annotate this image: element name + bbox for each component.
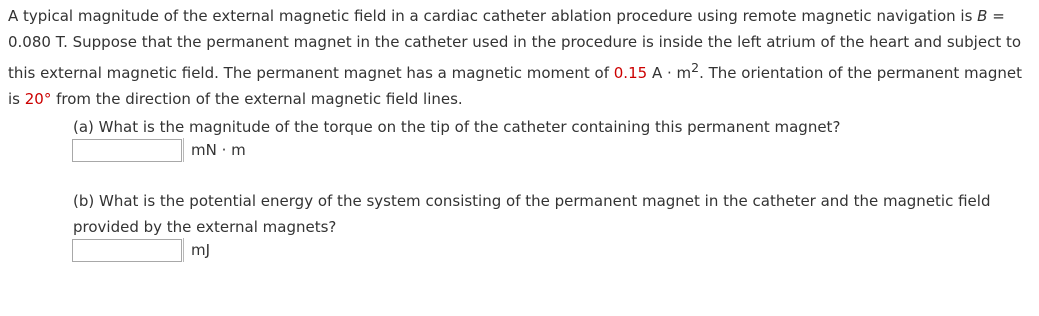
part-b-unit: mJ: [191, 241, 211, 259]
angle-value: 20°: [24, 90, 52, 108]
magnetic-moment-unit: A · m: [647, 64, 692, 82]
unit-divider: [183, 238, 184, 262]
stem-text-2: = 0.080 T. Suppose that the permanent magnet in the catheter used in the procedure is inside the left atrium of the heart and subject to this external magnetic field. The permanent magnet has a magnetic moment of: [8, 7, 1022, 82]
unit-divider: [183, 138, 184, 162]
part-a-answer-row: [72, 137, 246, 163]
part-b-answer-input[interactable]: [72, 239, 182, 262]
stem-text-4: from the direction of the external magnetic field lines.: [51, 90, 463, 108]
part-a-unit: mN · m: [191, 141, 246, 159]
part-a-question: (a) What is the magnitude of the torque on the tip of the catheter containing this permanent magnet?: [73, 118, 841, 136]
stem-text-1: A typical magnitude of the external magnetic field in a cardiac catheter ablation procedure using remote magnetic navigation is: [8, 7, 978, 25]
magnetic-moment-exponent: 2: [691, 60, 700, 75]
stem-text-3: . The orientation of the permanent magnet is: [8, 64, 1023, 108]
problem-stem: [8, 3, 1036, 112]
part-a-answer-input[interactable]: [72, 139, 182, 162]
symbol-b: B: [977, 7, 988, 25]
part-b-answer-row: [72, 237, 210, 263]
part-b-question: (b) What is the potential energy of the system consisting of the permanent magnet in the catheter and the magnetic field provided by the external magnets?: [73, 192, 991, 236]
magnetic-moment-value: 0.15: [613, 64, 648, 82]
